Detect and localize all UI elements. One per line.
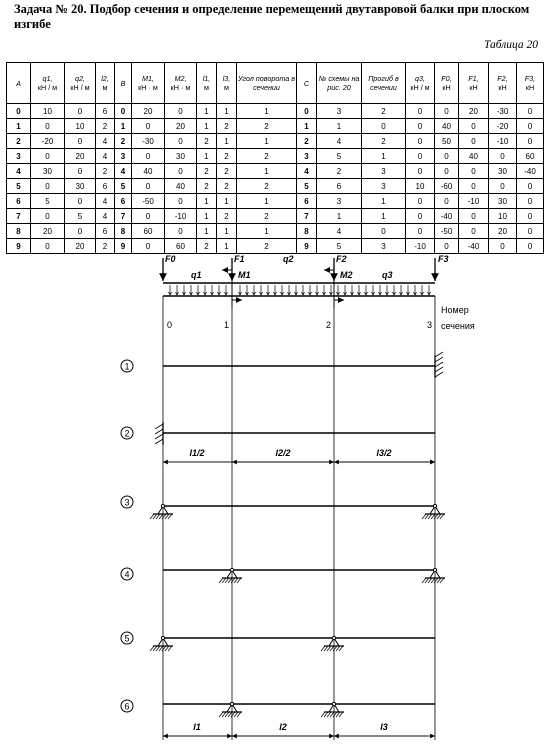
distributed-load-arrows [169, 285, 431, 295]
table-number: Таблица 20 [483, 39, 538, 51]
section-number-3: 3 [427, 320, 433, 330]
table-cell: 9 [7, 239, 31, 254]
table-cell: 1 [237, 134, 297, 149]
scheme-number: 2 [124, 428, 130, 439]
dim-label-l1: l1 [193, 722, 201, 732]
column-header: l2, м [96, 63, 115, 104]
table-cell: 1 [197, 209, 217, 224]
table-cell: 10 [31, 104, 65, 119]
table-cell: 2 [297, 134, 317, 149]
table-cell: 0 [406, 149, 435, 164]
table-cell: -10 [459, 194, 489, 209]
table-cell: 7 [115, 209, 132, 224]
table-cell: 0 [406, 134, 435, 149]
table-cell: 2 [115, 134, 132, 149]
table-cell: 0 [517, 239, 544, 254]
table-cell: 2 [237, 119, 297, 134]
table-cell: 0 [65, 134, 96, 149]
table-cell: 3 [362, 164, 406, 179]
table-cell: 4 [317, 224, 362, 239]
table-cell: 1 [237, 194, 297, 209]
table-cell: 0 [65, 224, 96, 239]
table-cell: 4 [96, 149, 115, 164]
table-cell: 3 [362, 179, 406, 194]
table-cell: 6 [297, 194, 317, 209]
table-cell: 20 [31, 224, 65, 239]
table-cell: 1 [217, 194, 237, 209]
table-cell: 1 [7, 119, 31, 134]
table-cell: 0 [459, 209, 489, 224]
table-cell: 1 [237, 224, 297, 239]
column-header: q3, кН / м [406, 63, 435, 104]
table-cell: 0 [31, 209, 65, 224]
table-cell: 1 [217, 239, 237, 254]
table-cell: 30 [489, 164, 517, 179]
label-q1: q1 [191, 270, 202, 280]
table-cell: 4 [115, 164, 132, 179]
table-cell: 1 [237, 104, 297, 119]
column-header: Угол поворота в сечении [237, 63, 297, 104]
table-cell: 4 [96, 134, 115, 149]
scheme-number: 5 [124, 633, 130, 644]
table-cell: 2 [217, 209, 237, 224]
table-cell: 3 [115, 149, 132, 164]
column-header: l1, м [197, 63, 217, 104]
table-cell: 2 [317, 164, 362, 179]
table-cell: 3 [317, 104, 362, 119]
scheme-2 [121, 422, 435, 462]
table-cell: 4 [96, 194, 115, 209]
table-cell: 1 [115, 119, 132, 134]
table-cell: 8 [115, 224, 132, 239]
table-cell: 1 [317, 209, 362, 224]
table-cell: 2 [7, 134, 31, 149]
scheme-number: 4 [124, 569, 130, 580]
table-cell: 0 [362, 119, 406, 134]
table-cell: 3 [7, 149, 31, 164]
table-cell: 50 [435, 134, 459, 149]
table-cell: 1 [197, 194, 217, 209]
table-cell: 0 [65, 164, 96, 179]
table-cell: 0 [132, 119, 165, 134]
label-F3: F3 [438, 254, 449, 264]
table-cell: 2 [217, 164, 237, 179]
table-cell: 1 [197, 149, 217, 164]
table-cell: -10 [489, 134, 517, 149]
table-cell: 2 [197, 179, 217, 194]
table-cell: 0 [489, 179, 517, 194]
section-caption-2: сечения [441, 321, 475, 331]
table-cell: 20 [165, 119, 197, 134]
table-cell: 5 [317, 239, 362, 254]
table-cell: 30 [65, 179, 96, 194]
table-cell: 6 [96, 104, 115, 119]
table-cell: 0 [459, 164, 489, 179]
table-cell: 0 [517, 224, 544, 239]
column-header: F2, кН [489, 63, 517, 104]
table-cell: 20 [489, 224, 517, 239]
table-cell: 5 [31, 194, 65, 209]
table-cell: 0 [406, 164, 435, 179]
label-F1: F1 [234, 254, 245, 264]
column-header: F1, кН [459, 63, 489, 104]
table-cell: 1 [217, 134, 237, 149]
dim-label-l2-half: l2/2 [275, 448, 291, 458]
scheme-number: 6 [124, 701, 130, 712]
table-cell: 1 [197, 104, 217, 119]
label-q2: q2 [283, 254, 294, 264]
table-cell: 4 [297, 164, 317, 179]
column-header: № схемы на рис. 20 [317, 63, 362, 104]
table-cell: 2 [197, 134, 217, 149]
column-header: M2, кН · м [165, 63, 197, 104]
table-cell: 0 [517, 104, 544, 119]
section-number-2: 2 [326, 320, 332, 330]
table-cell: 0 [115, 104, 132, 119]
table-cell: 0 [406, 209, 435, 224]
table-cell: 2 [217, 119, 237, 134]
table-cell: 0 [132, 149, 165, 164]
table-cell: 4 [96, 209, 115, 224]
label-M1: M1 [238, 270, 251, 280]
table-cell: 40 [132, 164, 165, 179]
table-cell: 0 [165, 194, 197, 209]
table-cell: 1 [362, 194, 406, 209]
table-cell: 20 [459, 104, 489, 119]
column-header: q2, кН / м [65, 63, 96, 104]
table-cell: 3 [297, 149, 317, 164]
table-cell: 0 [517, 134, 544, 149]
loaded-beam [163, 254, 475, 331]
table-cell: 5 [115, 179, 132, 194]
section-number-1: 1 [224, 320, 230, 330]
dim-label-l2: l2 [279, 722, 287, 732]
table-cell: 10 [489, 209, 517, 224]
column-header: F3, кН [517, 63, 544, 104]
scheme-6 [121, 700, 435, 736]
table-cell: 0 [517, 179, 544, 194]
table-cell: -40 [459, 239, 489, 254]
table-cell: 2 [217, 179, 237, 194]
table-cell: -50 [435, 224, 459, 239]
table-cell: 0 [65, 104, 96, 119]
table-cell: 2 [237, 149, 297, 164]
table-cell: 2 [237, 209, 297, 224]
table-cell: 20 [65, 239, 96, 254]
table-cell: 0 [459, 224, 489, 239]
table-cell: 1 [217, 224, 237, 239]
table-cell: 0 [489, 239, 517, 254]
table-cell: 0 [362, 224, 406, 239]
table-cell: 20 [132, 104, 165, 119]
table-cell: 2 [96, 119, 115, 134]
table-cell: 6 [115, 194, 132, 209]
table-cell: 0 [406, 119, 435, 134]
table-cell: 2 [217, 149, 237, 164]
table-cell: 2 [96, 239, 115, 254]
table-cell: 2 [197, 239, 217, 254]
table-cell: 8 [297, 224, 317, 239]
table-cell: 40 [459, 149, 489, 164]
table-cell: 0 [165, 164, 197, 179]
table-cell: 30 [165, 149, 197, 164]
table-cell: -10 [165, 209, 197, 224]
table-cell: 2 [237, 179, 297, 194]
table-cell: 1 [362, 149, 406, 164]
table-cell: 0 [132, 239, 165, 254]
table-cell: 9 [115, 239, 132, 254]
table-cell: 0 [435, 164, 459, 179]
table-cell: 0 [435, 239, 459, 254]
table-cell: 60 [517, 149, 544, 164]
section-caption-1: Номер [441, 305, 469, 315]
table-cell: 0 [406, 224, 435, 239]
table-cell: 0 [297, 104, 317, 119]
table-cell: 0 [517, 209, 544, 224]
table-cell: 10 [406, 179, 435, 194]
table-cell: 6 [96, 179, 115, 194]
table-cell: 8 [7, 224, 31, 239]
table-cell: 40 [435, 119, 459, 134]
table-cell: 0 [165, 104, 197, 119]
table-cell: -20 [31, 134, 65, 149]
table-cell: 0 [459, 179, 489, 194]
table-cell: 2 [197, 164, 217, 179]
table-cell: 0 [517, 119, 544, 134]
column-header: В [115, 63, 132, 104]
table-cell: 10 [65, 119, 96, 134]
table-cell: 0 [31, 179, 65, 194]
table-cell: -30 [489, 104, 517, 119]
column-header: Прогиб в сечении [362, 63, 406, 104]
table-cell: 0 [132, 179, 165, 194]
table-cell: 0 [165, 134, 197, 149]
label-F2: F2 [336, 254, 347, 264]
table-cell: 0 [406, 194, 435, 209]
table-cell: 2 [362, 104, 406, 119]
table-cell: 0 [459, 119, 489, 134]
table-cell: 0 [517, 194, 544, 209]
table-cell: 0 [435, 194, 459, 209]
table-cell: 0 [435, 149, 459, 164]
table-cell: 5 [297, 179, 317, 194]
column-header: F0, кН [435, 63, 459, 104]
column-header: M1, кН · м [132, 63, 165, 104]
table-cell: 6 [96, 224, 115, 239]
label-M2: M2 [340, 270, 353, 280]
table-cell: 5 [317, 149, 362, 164]
page-title: Задача № 20. Подбор сечения и определение перемещений двутавровой балки при плоском изгибе [14, 2, 530, 31]
table-cell: 3 [317, 194, 362, 209]
label-F0: F0 [165, 254, 176, 264]
table-cell: 4 [7, 164, 31, 179]
table-cell: 0 [489, 149, 517, 164]
section-number-0: 0 [167, 320, 173, 330]
table-cell: 1 [197, 119, 217, 134]
table-cell: 0 [7, 104, 31, 119]
table-cell: 7 [7, 209, 31, 224]
table-cell: 2 [237, 239, 297, 254]
table-cell: 7 [297, 209, 317, 224]
label-q3: q3 [382, 270, 393, 280]
table-cell: -20 [489, 119, 517, 134]
scheme-number: 3 [124, 497, 130, 508]
column-header: l3, м [217, 63, 237, 104]
table-cell: 5 [65, 209, 96, 224]
table-cell: 0 [165, 224, 197, 239]
table-cell: -60 [435, 179, 459, 194]
table-cell: 3 [362, 239, 406, 254]
scheme-number: 1 [124, 361, 130, 372]
table-cell: -10 [406, 239, 435, 254]
table-cell: 30 [489, 194, 517, 209]
table-cell: 4 [317, 134, 362, 149]
table-cell: 1 [197, 224, 217, 239]
table-cell: 9 [297, 239, 317, 254]
table-cell: 0 [435, 104, 459, 119]
table-cell: 30 [31, 164, 65, 179]
table-cell: 1 [297, 119, 317, 134]
table-cell: 1 [237, 164, 297, 179]
column-header: А [7, 63, 31, 104]
table-cell: 1 [362, 209, 406, 224]
column-header: С [297, 63, 317, 104]
table-cell: -30 [132, 134, 165, 149]
force-arrows [163, 258, 435, 281]
table-cell: 1 [217, 104, 237, 119]
scheme-5 [121, 632, 435, 651]
dim-label-l3: l3 [380, 722, 388, 732]
table-cell: 0 [31, 239, 65, 254]
scheme-1 [121, 352, 443, 378]
table-cell: 2 [362, 134, 406, 149]
table-cell: 0 [31, 149, 65, 164]
table-cell: 0 [132, 209, 165, 224]
table-cell: 0 [65, 194, 96, 209]
table-cell: 0 [459, 134, 489, 149]
dim-label-l1-half: l1/2 [189, 448, 205, 458]
table-cell: 0 [406, 104, 435, 119]
table-cell: 5 [7, 179, 31, 194]
table-cell: 40 [165, 179, 197, 194]
table-cell: 60 [132, 224, 165, 239]
table-cell: 1 [317, 119, 362, 134]
table-cell: 0 [31, 119, 65, 134]
dim-label-l3-half: l3/2 [376, 448, 392, 458]
scheme-3 [121, 496, 445, 519]
column-header: q1, кН / м [31, 63, 65, 104]
section-lines [163, 296, 435, 740]
table-cell: -50 [132, 194, 165, 209]
table-cell: -40 [435, 209, 459, 224]
table-cell: 20 [65, 149, 96, 164]
table-cell: 6 [7, 194, 31, 209]
table-cell: 2 [96, 164, 115, 179]
scheme-4 [121, 568, 445, 583]
table-cell: -40 [517, 164, 544, 179]
table-cell: 60 [165, 239, 197, 254]
table-cell: 6 [317, 179, 362, 194]
